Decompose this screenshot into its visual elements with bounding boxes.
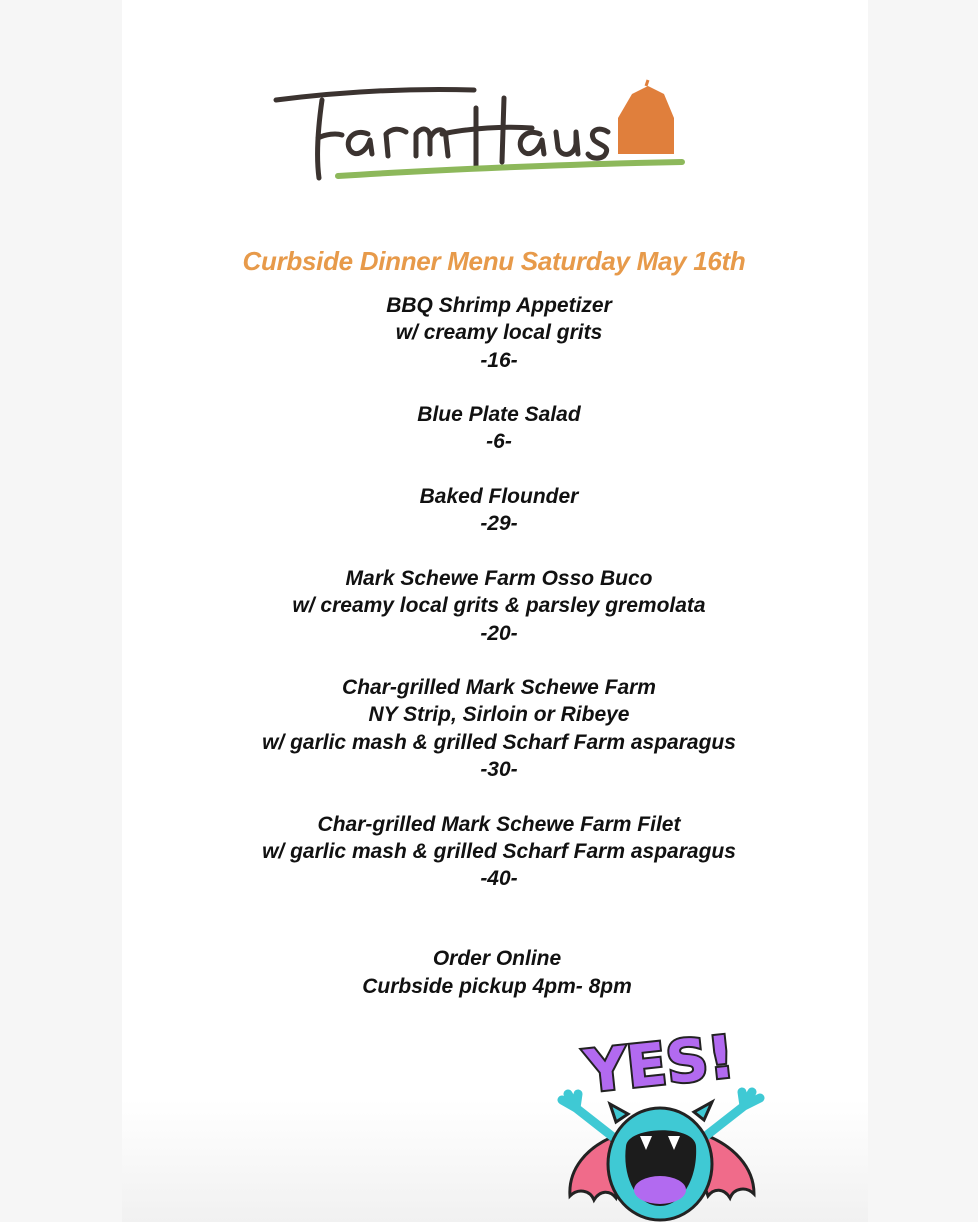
order-online-label: Order Online <box>432 947 562 970</box>
menu-item <box>0 483 978 538</box>
item-name: Mark Schewe Farm Osso Buco <box>345 566 653 590</box>
monster-tongue <box>634 1176 686 1204</box>
menu-item <box>0 401 978 456</box>
item-subtitle: NY Strip, Sirloin or Ribeye <box>368 703 630 727</box>
pickup-hours: Curbside pickup 4pm- 8pm <box>362 975 632 998</box>
menu-title: Curbside Dinner Menu Saturday May 16th <box>242 246 746 276</box>
item-name: Baked Flounder <box>419 485 579 509</box>
menu-item <box>0 292 978 374</box>
item-price: -16- <box>480 348 518 372</box>
right-arm <box>698 1092 760 1142</box>
item-description: w/ creamy local grits & parsley gremolata <box>292 594 706 618</box>
yes-text: YES! <box>581 1022 738 1106</box>
item-price: -30- <box>480 758 518 782</box>
item-name: Blue Plate Salad <box>417 403 581 427</box>
item-price: -40- <box>480 867 518 891</box>
menu-list <box>0 292 978 920</box>
barn-icon <box>618 86 674 154</box>
item-description: w/ garlic mash & grilled Scharf Farm asparagus <box>262 839 736 863</box>
item-name: BBQ Shrimp Appetizer <box>386 294 612 317</box>
item-price: -6- <box>486 430 512 454</box>
farmhaus-logo <box>270 78 690 188</box>
menu-item <box>0 565 978 647</box>
menu-item <box>0 811 978 893</box>
yes-sticker <box>548 1018 773 1222</box>
item-price: -20- <box>480 621 518 645</box>
item-price: -29- <box>480 512 518 536</box>
item-name: Char-grilled Mark Schewe Farm Filet <box>317 812 681 836</box>
menu-item <box>0 674 978 783</box>
item-name: Char-grilled Mark Schewe Farm <box>342 676 656 700</box>
item-description: w/ creamy local grits <box>395 321 603 345</box>
order-info <box>0 945 978 1001</box>
item-description: w/ garlic mash & grilled Scharf Farm asparagus <box>262 730 736 754</box>
